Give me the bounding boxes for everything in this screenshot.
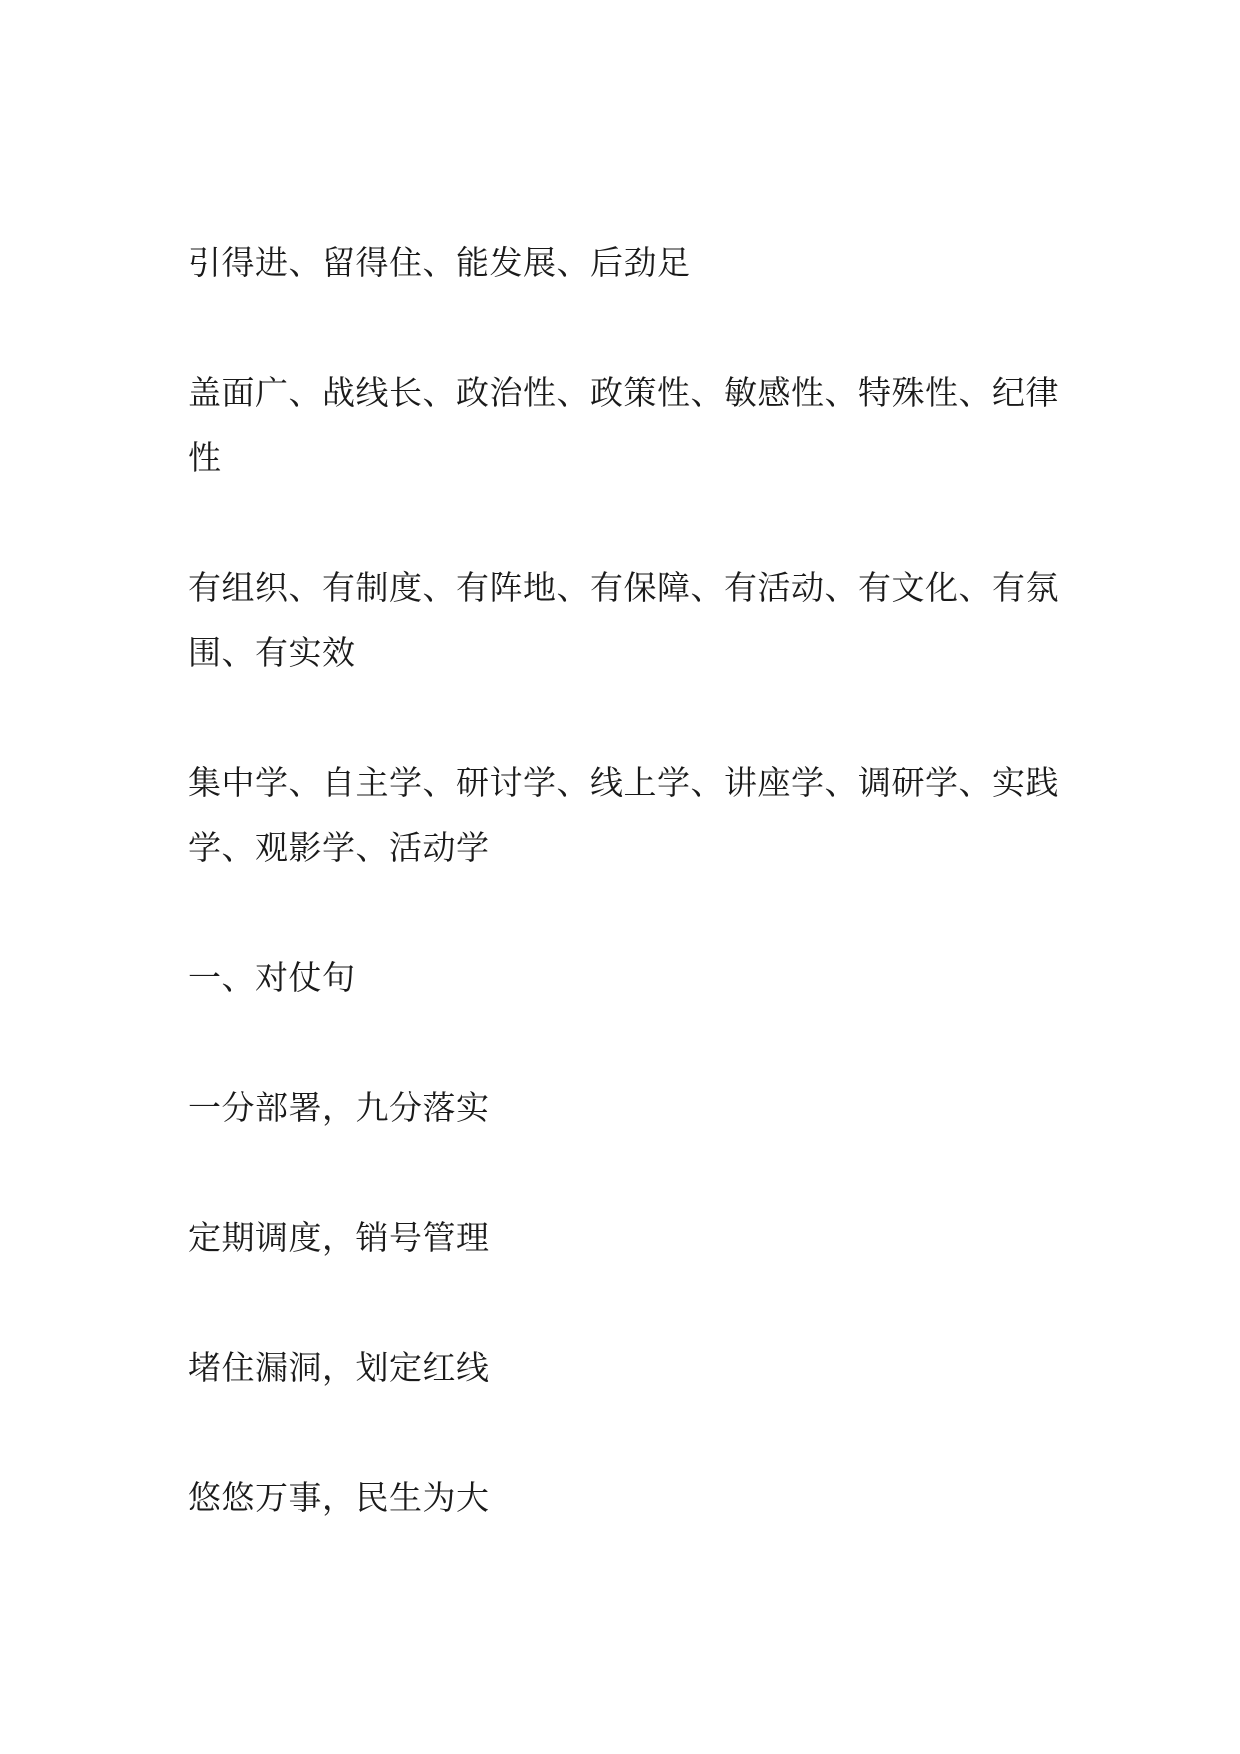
paragraph-deployment-implementation: 一分部署，九分落实 bbox=[188, 1088, 490, 1127]
section-heading-parallel-sentences: 一、对仗句 bbox=[188, 958, 356, 997]
paragraph-livelihood-priority: 悠悠万事，民生为大 bbox=[188, 1478, 490, 1517]
paragraph-talent-attraction: 引得进、留得住、能发展、后劲足 bbox=[188, 243, 691, 282]
paragraph-organization-standards: 有组织、有制度、有阵地、有保障、有活动、有文化、有氛围、有实效 bbox=[188, 568, 1059, 672]
paragraph-work-characteristics: 盖面广、战线长、政治性、政策性、敏感性、特殊性、纪律性 bbox=[188, 373, 1059, 477]
paragraph-scheduling-management: 定期调度，销号管理 bbox=[188, 1218, 490, 1257]
paragraph-study-methods: 集中学、自主学、研讨学、线上学、讲座学、调研学、实践学、观影学、活动学 bbox=[188, 763, 1059, 867]
paragraph-loopholes-red-lines: 堵住漏洞，划定红线 bbox=[188, 1348, 490, 1387]
